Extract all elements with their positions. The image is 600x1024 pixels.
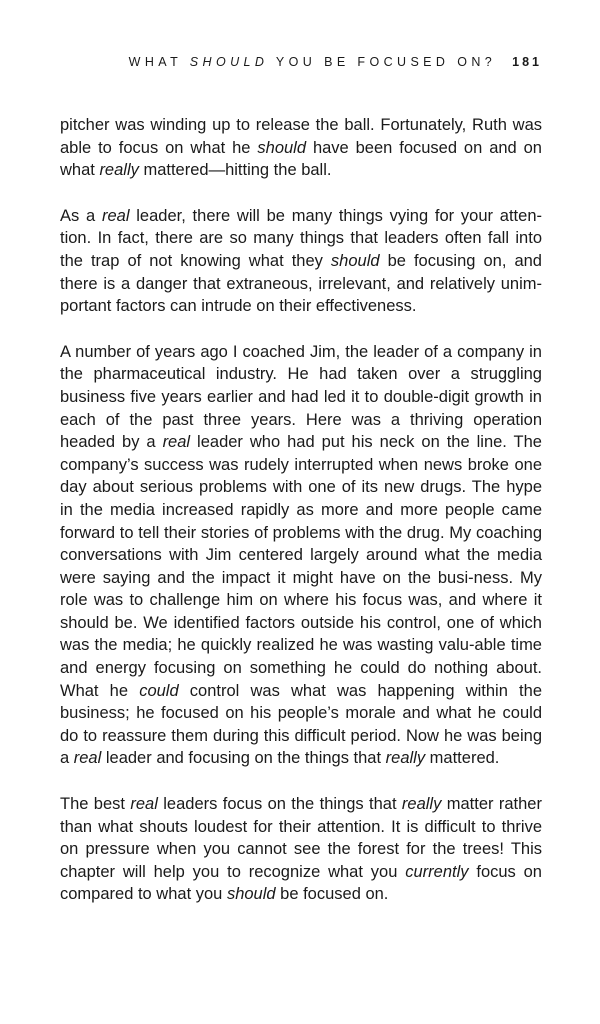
paragraph-2: As a real leader, there will be many things vying for your atten-tion. In fact, there are so many things that leaders often fall into the trap of not knowing what they should be focusing on, and there is a danger that extraneous, irrelevant, and relatively unim-portant factors can intrude on their effectiveness. [60,206,542,316]
running-head-title [129,55,496,69]
paragraph-4: The best real leaders focus on the things that really matter rather than what shouts loudest for their attention. It is difficult to thrive on pressure when you cannot see the forest for the trees! This chapter will help you to recognize what you currently focus on compared to what you should be focused on. [60,795,542,904]
running-header [60,55,542,69]
body-text [60,114,542,929]
paragraph-3: A number of years ago I coached Jim, the leader of a company in the pharmaceutical industry. He had taken over a struggling business five years earlier and had led it to double-digit growth in each of the past three years. Here was a thriving operation headed by a real leader who had put his neck on the line. The company’s success was rudely interrupted when news broke one day about serious problems with one of its new drugs. The hype in the media increased rapidly as more and more people came forward to tell their stories of problems with the drug. My coaching conversations with Jim centered largely around what the media were saying and the impact it might have on the busi-ness. My role was to challenge him on where his focus was, and where it should be. We identified factors outside his control, one of which was the media; he quickly realized he was wasting valu-able time and energy focusing on something he could do nothing about. What he could control was what was happening within the business; he focused on his people’s morale and what he could do to reassure them during this difficult period. Now he was being a real leader and focusing on the things that really mattered. [60,342,542,768]
paragraph-1: pitcher was winding up to release the ball. Fortunately, Ruth was able to focus on what he should have been focused on and on what really mattered—hitting the ball. [60,116,542,180]
running-head-title-emphasis: SHOULD [189,55,269,69]
page-number: 181 [512,55,542,69]
running-head-title-part: WHAT [128,55,190,69]
running-head-title-part: YOU BE FOCUSED ON? [268,55,497,69]
